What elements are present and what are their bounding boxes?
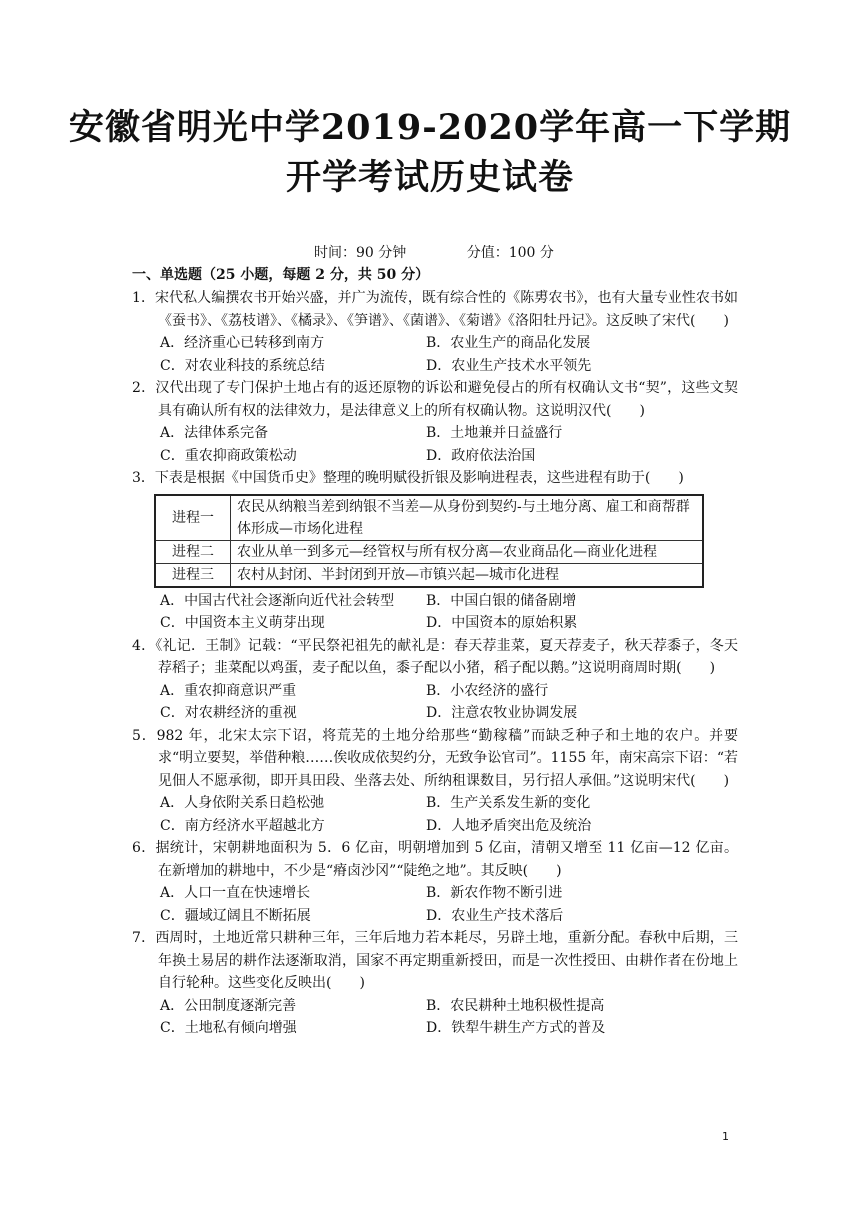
question-stem: 7．西周时，土地近常只耕种三年，三年后地力若本耗尽，另辟土地，重新分配。春秋中后期，三年换土易居的耕作法逐渐取消，国家不再定期重新授田，而是一次性授田、由耕作者在份地上自行轮种。这些变化反映出( ) [132,930,738,991]
option-a: A．人身依附关系日趋松弛 [160,795,325,811]
option-d: D．注意农牧业协调发展 [426,705,578,721]
options [132,332,738,377]
options [132,422,738,467]
question-3 [132,467,738,635]
page-number: 1 [722,1130,729,1143]
option-b: B．小农经济的盛行 [426,682,549,699]
options [132,882,738,927]
option-d: D．人地矛盾突出危及统治 [426,817,592,834]
option-b: B．农业生产的商品化发展 [426,335,591,351]
exam-title-line1: 安徽省明光中学2019-2020学年高一下学期 [68,107,792,148]
process-table [154,494,704,588]
score-label: 分值：100 分 [466,245,554,261]
option-a: A．人口一直在快速增长 [160,885,311,901]
option-d: D．农业生产技术水平领先 [426,357,592,374]
question-4 [132,635,738,725]
question-1 [132,287,738,377]
option-d: D．政府依法治国 [426,447,536,464]
question-stem: 3．下表是根据《中国货币史》整理的晚明赋役折银及影响进程表，这些进程有助于( ) [132,470,684,486]
options [132,590,738,635]
options [132,680,738,725]
question-list [132,287,738,1040]
option-b: B．土地兼并日益盛行 [426,425,563,441]
table-cell-stage: 进程二 [155,540,231,563]
table-row [155,495,703,541]
option-d: D．农业生产技术落后 [426,907,564,924]
table-cell-stage: 进程一 [155,495,231,541]
table-cell-content: 农业从单一到多元—经管权与所有权分离—农业商品化—商业化进程 [231,540,704,563]
option-c: C．疆域辽阔且不断拓展 [160,907,311,924]
option-a: A．中国古代社会逐渐向近代社会转型 [160,592,395,609]
time-label: 时间：90 分钟 [314,245,407,261]
question-6 [132,837,738,927]
question-stem: 2．汉代出现了专门保护土地占有的返还原物的诉讼和避免侵占的所有权确认文书“契”，这些文契具有确认所有权的法律效力，是法律意义上的所有权确认物。这说明汉代( ) [132,380,738,419]
table-row [155,563,703,587]
options [132,792,738,837]
option-c: C．中国资本主义萌芽出现 [160,615,325,631]
option-a: A．经济重心已转移到南方 [160,335,325,351]
option-b: B．生产关系发生新的变化 [426,795,591,811]
option-c: C．重农抑商政策松动 [160,447,297,464]
option-b: B．新农作物不断引进 [426,885,563,901]
question-stem: 4．《礼记．王制》记载：“平民祭祀祖先的献礼是：春天荐韭菜，夏天荐麦子，秋天荐黍子，冬天荐稻子；韭菜配以鸡蛋，麦子配以鱼，黍子配以小猪，稻子配以鹅。”这说明商周时期( ) [132,637,738,676]
option-c: C．南方经济水平超越北方 [160,817,325,834]
option-a: A．法律体系完备 [160,425,269,441]
exam-title-line2: 开学考试历史试卷 [285,157,574,198]
table-cell-content: 农村从封闭、半封闭到开放—市镇兴起—城市化进程 [231,563,704,587]
option-c: C．对农耕经济的重视 [160,705,297,721]
exam-meta [314,242,554,262]
option-c: C．对农业科技的系统总结 [160,357,325,374]
options [132,995,738,1040]
question-stem: 5．982 年，北宋太宗下诏，将荒芜的土地分给那些“勤稼穑”而缺乏种子和土地的农户。并要求“明立要契，举借种粮……俟收成依契约分，无致争讼官司”。1155 年，南宋高宗下诏：“若见佃人不愿承彻，即开具田段、坐落去处、所纳租课数目，另行招人承佃。”这说明宋代( ) [132,727,738,789]
question-stem: 6．据统计，宋朝耕地面积为 5．6 亿亩，明朝增加到 5 亿亩，清朝又增至 11 亿亩—12 亿亩。在新增加的耕地中，不少是“瘠卤沙冈”“陡绝之地”。其反映( ) [132,840,738,879]
question-2 [132,377,738,467]
option-b: B．农民耕种土地积极性提高 [426,997,605,1014]
option-d: D．中国资本的原始积累 [426,615,578,631]
option-a: A．公田制度逐渐完善 [160,997,297,1014]
option-c: C．土地私有倾向增强 [160,1020,297,1036]
question-7 [132,927,738,1040]
question-5 [132,725,738,838]
section-heading: 一、单选题（25 小题，每题 2 分，共 50 分） [132,267,430,283]
table-cell-stage: 进程三 [155,563,231,587]
option-a: A．重农抑商意识严重 [160,682,297,699]
option-d: D．铁犁牛耕生产方式的普及 [426,1020,606,1036]
table-cell-content: 农民从纳粮当差到纳银不当差—从身份到契约-与土地分离、雇工和商帮群体形成—市场化进程 [231,495,704,541]
table-row [155,540,703,563]
question-stem: 1．宋代私人编撰农书开始兴盛，并广为流传，既有综合性的《陈旉农书》，也有大量专业性农书如《蚕书》、《荔枝谱》、《橘录》、《笋谱》、《菌谱》、《菊谱》《洛阳牡丹记》。这反映了宋代( ) [132,290,738,329]
option-b: B．中国白银的储备剧增 [426,592,577,609]
